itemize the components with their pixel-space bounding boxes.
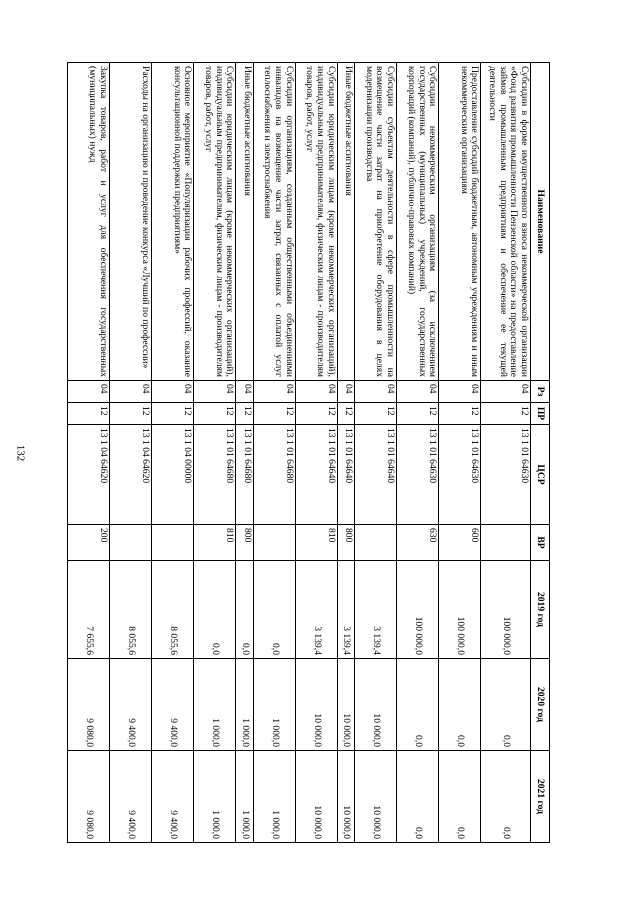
cell-2019: 100 000,0 (439, 561, 481, 659)
table-row (152, 63, 194, 843)
cell-pr: 12 (295, 403, 337, 425)
cell-2020: 9 400,0 (152, 659, 194, 751)
cell-pr: 12 (397, 403, 439, 425)
rotated-table-container (67, 62, 550, 842)
cell-csr: 13 1 01 64680 (194, 425, 236, 525)
table-row (355, 63, 397, 843)
cell-2019: 3 139,4 (355, 561, 397, 659)
table-row (481, 63, 531, 843)
cell-2021: 1 000,0 (253, 751, 295, 843)
cell-vr: 810 (295, 525, 337, 561)
header-csr: ЦСР (531, 425, 550, 525)
header-2019: 2019 год (531, 561, 550, 659)
header-2021: 2021 год (531, 751, 550, 843)
cell-2021: 0,0 (481, 751, 531, 843)
cell-rz: 04 (253, 381, 295, 403)
cell-csr: 13 1 01 64680 (236, 425, 253, 525)
cell-rz: 04 (397, 381, 439, 403)
page-number-strip (0, 0, 40, 905)
header-2020: 2020 год (531, 659, 550, 751)
cell-csr: 13 1 04 64620 (68, 425, 110, 525)
cell-csr: 13 1 01 64640 (337, 425, 354, 525)
cell-vr (110, 525, 152, 561)
cell-2021: 0,0 (397, 751, 439, 843)
cell-2021: 10 000,0 (355, 751, 397, 843)
cell-csr: 13 1 01 64680 (253, 425, 295, 525)
cell-2019: 8 055,6 (110, 561, 152, 659)
cell-csr: 13 1 01 64630 (397, 425, 439, 525)
cell-2021: 1 000,0 (236, 751, 253, 843)
table-row (337, 63, 354, 843)
cell-vr (481, 525, 531, 561)
cell-2020: 1 000,0 (253, 659, 295, 751)
page-number: 132 (14, 444, 26, 461)
cell-rz: 04 (68, 381, 110, 403)
cell-2020: 9 080,0 (68, 659, 110, 751)
cell-pr: 12 (481, 403, 531, 425)
cell-pr: 12 (194, 403, 236, 425)
cell-csr: 13 1 04 64620 (110, 425, 152, 525)
cell-2020: 10 000,0 (355, 659, 397, 751)
cell-2021: 10 000,0 (337, 751, 354, 843)
cell-vr: 200 (68, 525, 110, 561)
cell-csr: 13 1 01 64640 (355, 425, 397, 525)
cell-name: Основное мероприятие «Популяризация рабочих профессий, оказание консультационной поддержки предприятиям» (152, 63, 194, 381)
cell-vr: 810 (194, 525, 236, 561)
cell-name: Субсидии некоммерческим организациям (за исключением государственных (муниципальных) учреждений, государственных корпораций (компаний), публично-правовых компаний) (397, 63, 439, 381)
cell-vr (355, 525, 397, 561)
cell-name: Расходы на организацию и проведение конкурса «Лучший по профессии» (110, 63, 152, 381)
budget-table (67, 62, 550, 843)
cell-rz: 04 (194, 381, 236, 403)
table-row (295, 63, 337, 843)
cell-2020: 0,0 (397, 659, 439, 751)
cell-2021: 9 400,0 (110, 751, 152, 843)
cell-vr: 800 (337, 525, 354, 561)
cell-2021: 9 400,0 (152, 751, 194, 843)
cell-name: Иные бюджетные ассигнования (337, 63, 354, 381)
cell-name: Субсидии юридическим лицам (кроме некоммерческих организаций), индивидуальным предпринимателям, физическим лицам - производителям товаров, работ, услуг (295, 63, 337, 381)
cell-rz: 04 (110, 381, 152, 403)
cell-name: Субсидии субъектам деятельности в сфере промышленности на возмещение части затрат на приобретение оборудования в целях модернизации производства (355, 63, 397, 381)
table-row (194, 63, 236, 843)
cell-pr: 12 (355, 403, 397, 425)
table-row (110, 63, 152, 843)
cell-2020: 10 000,0 (295, 659, 337, 751)
cell-2019: 3 139,4 (295, 561, 337, 659)
cell-2020: 1 000,0 (236, 659, 253, 751)
cell-2020: 1 000,0 (194, 659, 236, 751)
table-row (439, 63, 481, 843)
cell-pr: 12 (337, 403, 354, 425)
header-rz: Рз (531, 381, 550, 403)
cell-pr: 12 (253, 403, 295, 425)
cell-2019: 8 055,6 (152, 561, 194, 659)
cell-name: Закупка товаров, работ и услуг для обеспечения государственных (муниципальных) нужд (68, 63, 110, 381)
cell-2019: 0,0 (236, 561, 253, 659)
cell-2019: 3 139,4 (337, 561, 354, 659)
cell-2020: 0,0 (439, 659, 481, 751)
table-row (253, 63, 295, 843)
cell-name: Субсидии в форме имущественного взноса некоммерческой организации «Фонд развития промышленности Пензенской области» на предоставление займов промышленным предприятиям и обеспечение ее текущей деятельности (481, 63, 531, 381)
cell-csr: 13 1 01 64630 (481, 425, 531, 525)
cell-rz: 04 (295, 381, 337, 403)
cell-vr: 630 (397, 525, 439, 561)
cell-2021: 1 000,0 (194, 751, 236, 843)
cell-2021: 10 000,0 (295, 751, 337, 843)
cell-2019: 0,0 (194, 561, 236, 659)
header-name: Наименование (531, 63, 550, 381)
cell-2019: 100 000,0 (397, 561, 439, 659)
cell-2021: 9 080,0 (68, 751, 110, 843)
cell-rz: 04 (439, 381, 481, 403)
cell-rz: 04 (337, 381, 354, 403)
cell-2021: 0,0 (439, 751, 481, 843)
table-row (68, 63, 110, 843)
cell-csr: 13 1 01 64630 (439, 425, 481, 525)
cell-2019: 100 000,0 (481, 561, 531, 659)
table-row (397, 63, 439, 843)
header-pr: ПР (531, 403, 550, 425)
cell-2019: 7 655,6 (68, 561, 110, 659)
cell-vr (253, 525, 295, 561)
cell-rz: 04 (152, 381, 194, 403)
cell-2020: 0,0 (481, 659, 531, 751)
table-row (236, 63, 253, 843)
cell-name: Предоставление субсидий бюджетным, автономным учреждениям и иным некоммерческим организациям (439, 63, 481, 381)
cell-name: Субсидии юридическим лицам (кроме некоммерческих организаций), индивидуальным предпринимателям, физическим лицам - производителям товаров, работ, услуг (194, 63, 236, 381)
cell-name: Иные бюджетные ассигнования (236, 63, 253, 381)
cell-name: Субсидии организациям, созданным общественными объединениями инвалидов на возмещение части затрат, связанных с оплатой услуг теплоснабжения и электроснабжения (253, 63, 295, 381)
cell-vr: 800 (236, 525, 253, 561)
cell-pr: 12 (439, 403, 481, 425)
cell-pr: 12 (68, 403, 110, 425)
header-row (531, 63, 550, 843)
cell-rz: 04 (236, 381, 253, 403)
cell-2019: 0,0 (253, 561, 295, 659)
cell-2020: 9 400,0 (110, 659, 152, 751)
cell-pr: 12 (236, 403, 253, 425)
cell-csr: 13 1 01 64640 (295, 425, 337, 525)
cell-csr: 13 1 04 00000 (152, 425, 194, 525)
cell-pr: 12 (110, 403, 152, 425)
header-vr: ВР (531, 525, 550, 561)
cell-pr: 12 (152, 403, 194, 425)
cell-2020: 10 000,0 (337, 659, 354, 751)
cell-vr (152, 525, 194, 561)
cell-rz: 04 (355, 381, 397, 403)
cell-vr: 600 (439, 525, 481, 561)
cell-rz: 04 (481, 381, 531, 403)
